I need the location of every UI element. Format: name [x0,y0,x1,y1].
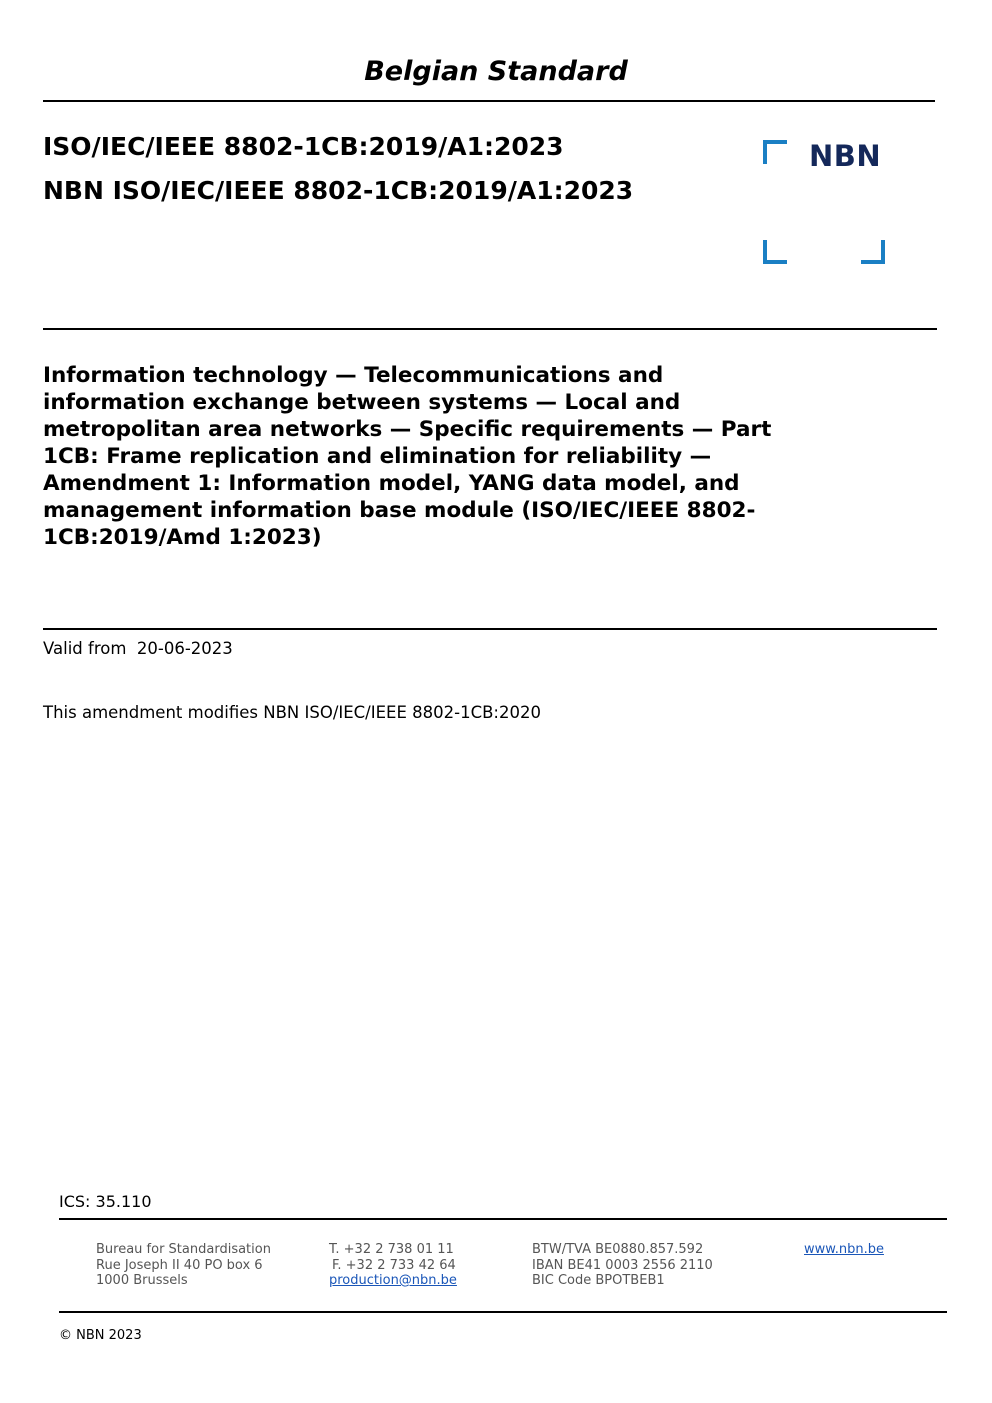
title-top-divider [43,328,937,330]
title-bottom-divider [43,628,937,630]
nbn-standard-number: NBN ISO/IEC/IEEE 8802-1CB:2019/A1:2023 [43,176,634,205]
amendment-note: This amendment modifies NBN ISO/IEC/IEEE 8802-1CB:2020 [43,703,541,722]
title-line: metropolitan area networks — Specific requirements — Part [43,417,772,442]
footer-contact [329,1242,457,1289]
footer-bank-details [532,1242,713,1289]
contact-fax: F. +32 2 733 42 64 [332,1257,456,1273]
iso-standard-number: ISO/IEC/IEEE 8802-1CB:2019/A1:2023 [43,132,564,161]
ics-code: ICS: 35.110 [59,1192,152,1211]
address-street: Rue Joseph II 40 PO box 6 [96,1257,263,1273]
footer-top-divider [59,1218,947,1220]
address-city: 1000 Brussels [96,1273,188,1288]
title-line: Amendment 1: Information model, YANG data model, and [43,471,740,496]
bank-iban: IBAN BE41 0003 2556 2110 [532,1257,713,1273]
valid-from-date: 20-06-2023 [136,639,233,658]
copyright-notice: © NBN 2023 [59,1328,142,1343]
footer-address [96,1242,271,1289]
validity-line [43,639,233,658]
footer-website [804,1242,884,1258]
logo-corner-top-left [763,140,787,164]
title-line: Information technology — Telecommunications and [43,363,664,388]
contact-phone: T. +32 2 738 01 11 [329,1242,454,1257]
bank-bic: BIC Code BPOTBEB1 [532,1273,665,1288]
title-line: management information base module (ISO/IEC/IEEE 8802- [43,498,756,523]
website-link[interactable]: www.nbn.be [804,1242,884,1257]
logo-corner-bottom-right [861,240,885,264]
footer-bottom-divider [59,1311,947,1313]
nbn-logo [763,140,885,264]
address-organization: Bureau for Standardisation [96,1242,271,1257]
document-title [43,362,843,551]
header-divider [43,100,935,102]
bank-vat: BTW/TVA BE0880.857.592 [532,1242,704,1257]
document-type-heading: Belgian Standard [364,56,628,87]
valid-from-label: Valid from [43,639,127,658]
contact-email-link[interactable]: production@nbn.be [329,1273,457,1288]
logo-corner-bottom-left [763,240,787,264]
logo-wordmark: NBN [809,139,882,173]
title-line: 1CB:2019/Amd 1:2023) [43,525,322,550]
title-line: information exchange between systems — Local and [43,390,681,415]
title-line: 1CB: Frame replication and elimination for reliability — [43,444,712,469]
